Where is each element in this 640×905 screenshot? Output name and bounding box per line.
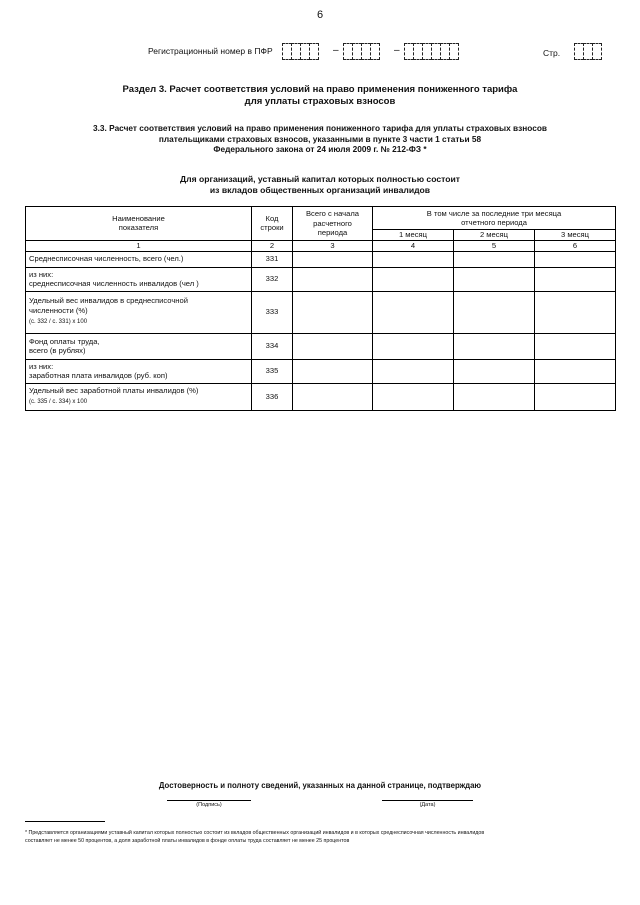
row-label-line: из них: bbox=[29, 361, 54, 371]
header-text: Всего с начала bbox=[305, 209, 359, 218]
header-text: отчетного периода bbox=[461, 218, 527, 227]
row-label-line: из них: bbox=[29, 269, 54, 279]
reg-number-part1[interactable] bbox=[282, 43, 318, 60]
column-number: 1 bbox=[26, 240, 252, 251]
signature-line[interactable] bbox=[167, 800, 251, 801]
row-label-line: Удельный вес инвалидов в среднесписочной bbox=[29, 296, 188, 306]
row-label bbox=[26, 359, 252, 383]
column-number: 2 bbox=[252, 240, 293, 251]
table-row bbox=[26, 267, 616, 291]
org-title bbox=[0, 174, 640, 196]
row-code: 335 bbox=[252, 359, 293, 383]
column-number: 3 bbox=[293, 240, 373, 251]
row-label-line: численности (%) bbox=[29, 305, 88, 315]
table-row bbox=[26, 359, 616, 383]
value-cell[interactable] bbox=[454, 251, 535, 267]
org-title-line: Для организаций, уставный капитал которых полностью состоит bbox=[180, 174, 460, 184]
row-formula: (с. 335 / с. 334) x 100 bbox=[29, 399, 88, 405]
row-formula: (с. 332 / с. 331) x 100 bbox=[29, 319, 88, 326]
header-row-code bbox=[252, 207, 293, 241]
value-cell[interactable] bbox=[454, 333, 535, 359]
reg-separator: – bbox=[394, 45, 400, 56]
header-text: строки bbox=[260, 223, 284, 233]
table-row bbox=[26, 251, 616, 267]
value-cell[interactable] bbox=[293, 291, 373, 333]
value-cell[interactable] bbox=[535, 333, 616, 359]
header-last-three-months bbox=[373, 207, 616, 230]
value-cell[interactable] bbox=[454, 291, 535, 333]
value-cell[interactable] bbox=[535, 267, 616, 291]
value-cell[interactable] bbox=[535, 251, 616, 267]
org-title-line: из вкладов общественных организаций инвалидов bbox=[209, 185, 431, 195]
page-number: 6 bbox=[316, 9, 324, 21]
row-code: 331 bbox=[252, 251, 293, 267]
value-cell[interactable] bbox=[373, 267, 454, 291]
header-text: Код bbox=[265, 213, 279, 223]
row-code: 333 bbox=[252, 291, 293, 333]
header-indicator-name bbox=[26, 207, 252, 241]
header-text: периода bbox=[317, 228, 348, 237]
value-cell[interactable] bbox=[373, 383, 454, 410]
value-cell[interactable] bbox=[454, 383, 535, 410]
row-label-line: заработная плата инвалидов (руб. коп) bbox=[29, 371, 168, 380]
header-text: расчетного bbox=[313, 218, 352, 228]
reg-digit-box[interactable] bbox=[449, 43, 459, 60]
footnote-line: * Представляется организациями уставный капитал которых полностью состоит из вкладов общественных организаций инвалидов и в которых среднесписочная численность инвалидов bbox=[25, 830, 485, 836]
reg-number-part2[interactable] bbox=[343, 43, 379, 60]
row-label: Среднесписочная численность, всего (чел.) bbox=[26, 251, 252, 267]
reg-digit-box[interactable] bbox=[370, 43, 380, 60]
column-number: 6 bbox=[535, 240, 616, 251]
section-title-line: Раздел 3. Расчет соответствия условий на право применения пониженного тарифа bbox=[122, 84, 518, 95]
subsection-title-line: Федерального закона от 24 июля 2009 г. № 212-ФЗ * bbox=[213, 144, 427, 154]
value-cell[interactable] bbox=[293, 267, 373, 291]
row-code: 334 bbox=[252, 333, 293, 359]
row-label bbox=[26, 267, 252, 291]
subsection-title bbox=[0, 123, 640, 155]
header-text: показателя bbox=[118, 223, 159, 233]
section-title-line: для уплаты страховых взносов bbox=[244, 96, 396, 107]
calculation-table bbox=[25, 206, 616, 411]
row-label bbox=[26, 333, 252, 359]
header-text: В том числе за последние три месяца bbox=[426, 208, 562, 218]
page-digit-box[interactable] bbox=[592, 43, 602, 60]
footnote bbox=[25, 829, 620, 845]
column-number: 4 bbox=[373, 240, 454, 251]
table-row bbox=[26, 383, 616, 410]
value-cell[interactable] bbox=[454, 267, 535, 291]
header-month-1: 1 месяц bbox=[373, 230, 454, 241]
value-cell[interactable] bbox=[293, 383, 373, 410]
reg-number-part3[interactable] bbox=[404, 43, 458, 60]
footnote-divider bbox=[25, 821, 105, 822]
value-cell[interactable] bbox=[373, 291, 454, 333]
row-label-line: Фонд оплаты труда, bbox=[29, 336, 100, 346]
value-cell[interactable] bbox=[454, 359, 535, 383]
header-total-period bbox=[293, 207, 373, 241]
reg-separator: – bbox=[333, 45, 339, 56]
footnote-line: составляет не менее 50 процентов, а доля заработной платы инвалидов в фонде оплаты труда составляет не менее 25 процентов bbox=[25, 838, 350, 844]
date-line[interactable] bbox=[382, 800, 473, 801]
header-text: Наименование bbox=[112, 213, 165, 223]
row-label bbox=[26, 291, 252, 333]
value-cell[interactable] bbox=[373, 251, 454, 267]
value-cell[interactable] bbox=[535, 383, 616, 410]
reg-number-label: Регистрационный номер в ПФР bbox=[148, 46, 273, 56]
row-label-line: Удельный вес заработной платы инвалидов (%) bbox=[29, 385, 199, 395]
value-cell[interactable] bbox=[373, 333, 454, 359]
signature-label: (Подпись) bbox=[196, 802, 222, 808]
reg-digit-box[interactable] bbox=[309, 43, 319, 60]
page-label: Стр. bbox=[543, 48, 561, 58]
row-label-line: среднесписочная численность инвалидов (чел ) bbox=[29, 279, 199, 288]
table-row bbox=[26, 291, 616, 333]
confirmation-text: Достоверность и полноту сведений, указанных на данной странице, подтверждаю bbox=[158, 781, 482, 790]
row-label-line: всего (в рублях) bbox=[29, 346, 86, 355]
row-label bbox=[26, 383, 252, 410]
header-month-2: 2 месяц bbox=[454, 230, 535, 241]
date-label: (Дата) bbox=[419, 802, 436, 808]
value-cell[interactable] bbox=[535, 359, 616, 383]
section-title bbox=[0, 84, 640, 108]
column-number: 5 bbox=[454, 240, 535, 251]
subsection-title-line: 3.3. Расчет соответствия условий на право применения пониженного тарифа для уплаты страховых взносов bbox=[93, 123, 547, 133]
row-code: 336 bbox=[252, 383, 293, 410]
header-month-3: 3 месяц bbox=[535, 230, 616, 241]
page-number-boxes[interactable] bbox=[574, 43, 601, 60]
value-cell[interactable] bbox=[293, 251, 373, 267]
subsection-title-line: плательщиками страховых взносов, указанными в пункте 3 части 1 статьи 58 bbox=[158, 133, 482, 144]
value-cell[interactable] bbox=[373, 359, 454, 383]
value-cell[interactable] bbox=[293, 359, 373, 383]
value-cell[interactable] bbox=[535, 291, 616, 333]
value-cell[interactable] bbox=[293, 333, 373, 359]
row-code: 332 bbox=[252, 267, 293, 291]
table-row bbox=[26, 333, 616, 359]
